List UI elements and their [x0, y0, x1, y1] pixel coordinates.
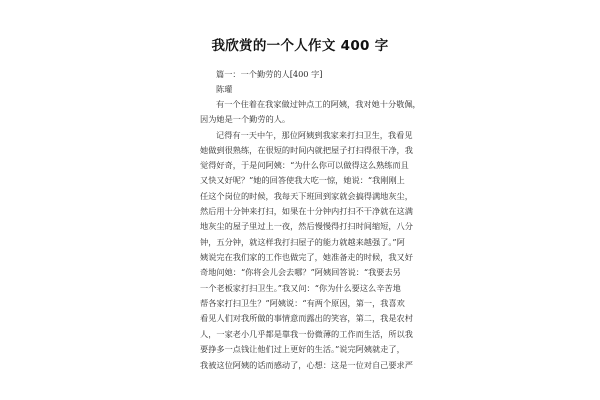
text-line: 帮各家打扫卫生？”阿姨说：“有两个原因，第一，我喜欢 — [200, 298, 405, 308]
text-line: 觉得好奇，于是问阿姨：“为什么你可以做得这么熟练而且 — [200, 160, 409, 170]
text-line: 人，一家老小几乎都是靠我一份微薄的工作而生活，所以我 — [200, 329, 413, 339]
text-line: 奇地问她：“你将会儿会去哪？”阿姨回答说：“我要去另 — [200, 267, 401, 277]
text-line: 有一个住着在我家做过钟点工的阿姨，我对她十分敬佩， — [216, 99, 421, 109]
text-line: 看见人们对我所做的事情意而露出的笑容，第二，我是农村 — [200, 313, 413, 323]
text-line: 一个老板家打扫卫生。”我又问：“你为什么要这么辛苦地 — [200, 283, 401, 293]
text-line: 记得有一天中午，那位阿姨到我家来打扫卫生，我看见 — [216, 130, 413, 140]
text-line: 然后用十分钟来打扫，如果在十分钟内打扫不干净就在这满 — [200, 206, 413, 216]
text-line: 她做到很熟练，在很短的时间内就把屋子打扫得很干净，我 — [200, 145, 413, 155]
text-line: 地灰尘的屋子里过上一夜，然后慢慢得打扫时间缩短，八分 — [200, 221, 413, 231]
text-line: 篇一：一个勤劳的人[400 字] — [216, 69, 323, 79]
text-line: 我被这位阿姨的话而感动了，心想：这是一位对自己要求严 — [200, 360, 413, 370]
text-line: 姨说完在我们家的工作也做完了，她准备走的时候，我又好 — [200, 252, 413, 262]
text-line: 又快又好呢？”她的回答使我大吃一惊，她说：“我刚刚上 — [200, 175, 405, 185]
text-line: 要挣多一点钱让他们过上更好的生活。”说完阿姨就走了， — [200, 344, 405, 354]
text-line: 任这个岗位的时候，我每天下班回到家就会搞得满地灰尘， — [200, 191, 413, 201]
document-title: 我欣赏的一个人作文 400 字 — [211, 38, 389, 54]
text-line: 陈瓘 — [216, 84, 233, 94]
text-line: 钟，五分钟，就这样我打扫屋子的能力就越来越强了。”阿 — [200, 237, 405, 247]
text-line: 因为她是一个勤劳的人。 — [200, 114, 291, 124]
